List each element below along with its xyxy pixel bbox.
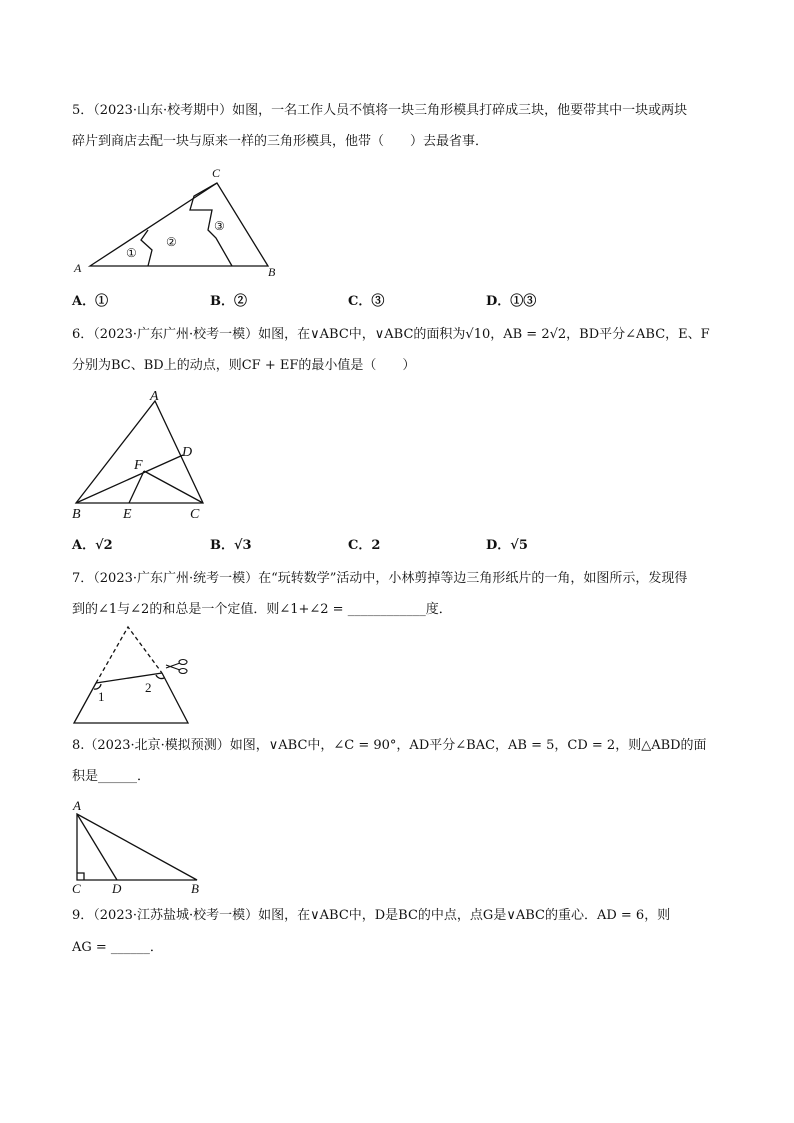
q7-label-angle2: 2 bbox=[145, 680, 152, 695]
q8-line2: 积是______． bbox=[72, 769, 151, 784]
q5-label-B: B bbox=[268, 265, 276, 279]
q6-option-a: A．√2 bbox=[72, 538, 113, 553]
q5-label-C: C bbox=[212, 166, 221, 180]
q5-label-piece3: ③ bbox=[214, 219, 225, 233]
q5-option-a: A．① bbox=[72, 294, 109, 309]
q5-option-d: D．①③ bbox=[486, 294, 537, 309]
q8-label-B: B bbox=[191, 881, 199, 896]
q8-right-angle-mark bbox=[77, 873, 84, 880]
q8-label-C: C bbox=[72, 881, 81, 896]
q5-label-piece2: ② bbox=[166, 235, 177, 249]
q8-bisector-AD bbox=[77, 814, 117, 880]
q6-label-B: B bbox=[72, 507, 81, 522]
q8-line1: 8.（2023·北京·模拟预测）如图，∨ABC中，∠C = 90°，AD平分∠BAC，AB = 5，CD = 2，则△ABD的面 bbox=[72, 738, 707, 753]
q5-line2: 碎片到商店去配一块与原来一样的三角形模具，他带（ ）去最省事． bbox=[72, 134, 489, 149]
q6-label-E: E bbox=[123, 507, 132, 522]
q5-option-c: C．③ bbox=[348, 294, 385, 309]
q6-option-d: D．√5 bbox=[486, 538, 528, 553]
q9-line2: AG = ______． bbox=[72, 940, 163, 955]
q8-label-A: A bbox=[73, 798, 81, 813]
q5-label-A: A bbox=[74, 261, 82, 275]
q8-right-triangle bbox=[77, 814, 197, 880]
q6-option-b: B．√3 bbox=[210, 538, 252, 553]
q7-line1: 7．（2023·广东广州·统考一模）在“玩转数学”活动中，小林剪掉等边三角形纸片的一角，如图所示，发现得 bbox=[72, 571, 688, 586]
q6-label-D: D bbox=[182, 445, 193, 460]
q5-option-b: B．② bbox=[210, 294, 247, 309]
q8-label-D: D bbox=[112, 881, 122, 896]
q7-label-angle1: 1 bbox=[98, 689, 105, 704]
q6-label-F: F bbox=[134, 458, 143, 473]
q5-label-piece1: ① bbox=[126, 246, 137, 260]
q7-line2: 到的∠1与∠2的和总是一个定值．则∠1+∠2 = ____________度． bbox=[72, 602, 452, 617]
q5-line1: 5．（2023·山东·校考期中）如图，一名工作人员不慎将一块三角形模具打碎成三块，他要带其中一块或两块 bbox=[72, 103, 688, 118]
q9-line1: 9．（2023·江苏盐城·校考一模）如图，在∨ABC中，D是BC的中点，点G是∨ABC的重心．AD = 6，则 bbox=[72, 908, 671, 923]
q6-option-c: C．2 bbox=[348, 538, 381, 553]
q6-label-C: C bbox=[190, 507, 200, 522]
q6-line2: 分别为BC、BD上的动点，则CF + EF的最小值是（ ） bbox=[72, 358, 416, 373]
q6-line1: 6．（2023·广东广州·校考一模）如图，在∨ABC中，∨ABC的面积为√10，AB = 2√2，BD平分∠ABC，E、F bbox=[72, 327, 710, 342]
q6-label-A: A bbox=[150, 389, 159, 404]
